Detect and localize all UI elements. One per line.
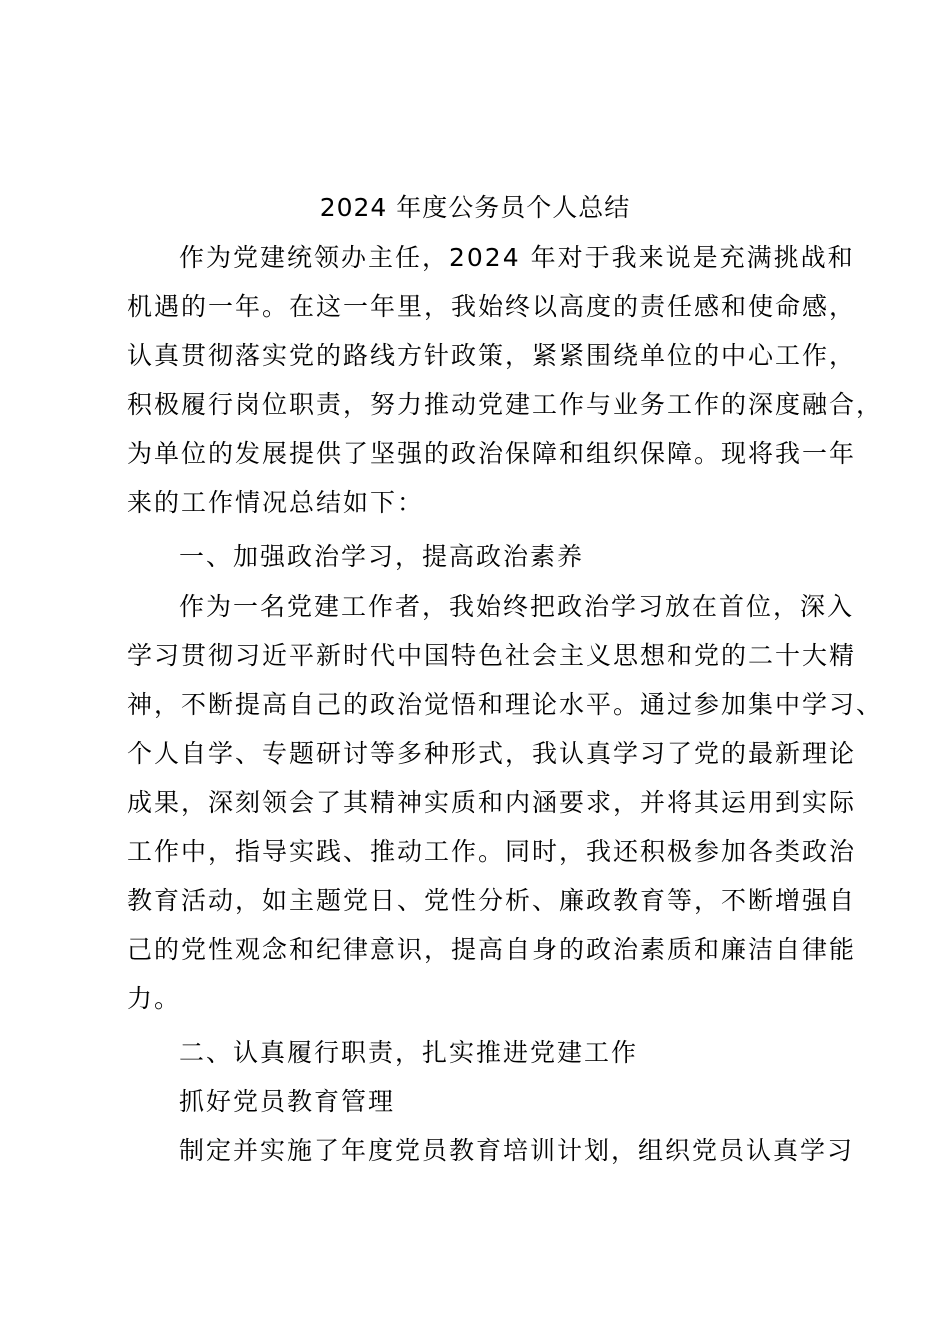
paragraph-line: 作为一名党建工作者，我始终把政治学习放在首位，深入 xyxy=(179,592,855,621)
section-heading: 一、加强政治学习，提高政治素养 xyxy=(179,542,585,571)
paragraph-line: 工作中，指导实践、推动工作。同时，我还积极参加各类政治 xyxy=(127,837,857,866)
paragraph-line: 学习贯彻习近平新时代中国特色社会主义思想和党的二十大精 xyxy=(127,641,857,670)
paragraph-line: 为单位的发展提供了坚强的政治保障和组织保障。现将我一年 xyxy=(127,439,857,468)
paragraph-line: 神，不断提高自己的政治觉悟和理论水平。通过参加集中学习、 xyxy=(127,690,884,719)
paragraph-line: 成果，深刻领会了其精神实质和内涵要求，并将其运用到实际 xyxy=(127,788,857,817)
document-title: 2024 年度公务员个人总结 xyxy=(319,193,631,222)
paragraph-line: 教育活动，如主题党日、党性分析、廉政教育等，不断增强自 xyxy=(127,886,857,915)
section-heading: 二、认真履行职责，扎实推进党建工作 xyxy=(179,1038,639,1067)
paragraph-line: 积极履行岗位职责，努力推动党建工作与业务工作的深度融合， xyxy=(127,390,884,419)
paragraph-line: 作为党建统领办主任，2024 年对于我来说是充满挑战和 xyxy=(179,243,855,272)
subsection-heading: 抓好党员教育管理 xyxy=(179,1087,396,1116)
paragraph-line: 制定并实施了年度党员教育培训计划，组织党员认真学习 xyxy=(179,1136,855,1165)
paragraph-line: 力。 xyxy=(127,984,182,1013)
paragraph-line: 来的工作情况总结如下： xyxy=(127,488,425,517)
paragraph-line: 机遇的一年。在这一年里，我始终以高度的责任感和使命感， xyxy=(127,292,857,321)
paragraph-line: 认真贯彻落实党的路线方针政策，紧紧围绕单位的中心工作， xyxy=(127,341,857,370)
paragraph-line: 个人自学、专题研讨等多种形式，我认真学习了党的最新理论 xyxy=(127,739,857,768)
paragraph-line: 己的党性观念和纪律意识，提高自身的政治素质和廉洁自律能 xyxy=(127,935,857,964)
